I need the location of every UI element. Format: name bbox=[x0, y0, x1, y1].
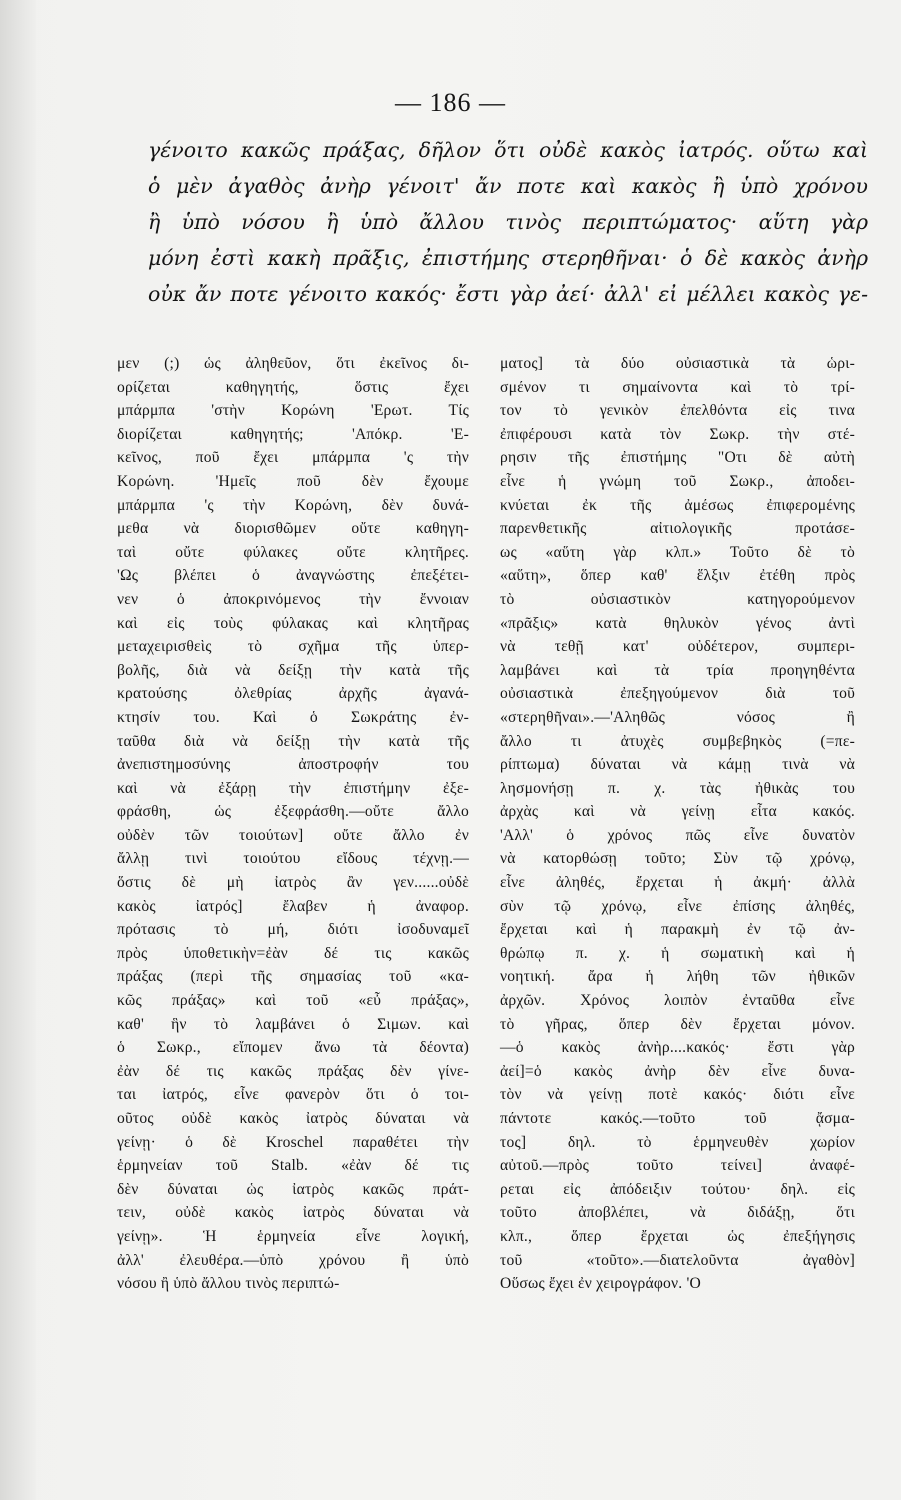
commentary-line: ταὶ οὔτε φύλακες οὔτε κλητῆρες. bbox=[117, 543, 469, 561]
commentary-line: ἀνεπιστημοσύνης ἀποστροφήν του bbox=[117, 756, 469, 774]
commentary-line: γείνῃ· ὁ δὲ Kroschel παραθέτει τὴν bbox=[117, 1133, 469, 1151]
commentary-line: ἀρχὰς καὶ νὰ γείνῃ εἶτα κακός. bbox=[500, 803, 855, 821]
commentary-line: νόσου ἢ ὑπὸ ἄλλου τινὸς περιπτώ- bbox=[117, 1275, 340, 1293]
commentary-line: ἄλλῃ τινὶ τοιούτου εἴδους τέχνῃ.— bbox=[117, 850, 469, 868]
commentary-line: ρίπτωμα) δύναται νὰ κάμῃ τινὰ νὰ bbox=[500, 756, 855, 774]
commentary-line: τος] δηλ. τὸ ἑρμηνευθὲν χωρίον bbox=[500, 1133, 855, 1151]
commentary-line: δὲν δύναται ὡς ἰατρὸς κακῶς πράτ- bbox=[117, 1180, 469, 1198]
commentary-line: αὐτοῦ.—πρὸς τοῦτο τείνει] ἀναφέ- bbox=[500, 1157, 855, 1175]
commentary-line: ὅστις δὲ μὴ ἰατρὸς ἂν γεν......οὐδὲ bbox=[117, 874, 469, 892]
commentary-line: ἀεί]=ὁ κακὸς ἀνὴρ δὲν εἶνε δυνα- bbox=[500, 1062, 855, 1080]
commentary-line: ἔρχεται καὶ ἡ παρακμὴ ἐν τῷ ἀν- bbox=[500, 921, 855, 939]
main-text-line: ὁ μὲν ἀγαθὸς ἀνὴρ γένοιτ' ἄν ποτε καὶ κακὸς ἢ ὑπὸ χρόνου bbox=[148, 174, 868, 198]
commentary-line: πρότασις τὸ μή, διότι ἰσοδυναμεῖ bbox=[117, 921, 469, 939]
commentary-line: πράξας (περὶ τῆς σημασίας τοῦ «κα- bbox=[117, 968, 469, 986]
commentary-line: θρώπῳ π. χ. ἡ σωματικὴ καὶ ἡ bbox=[500, 944, 855, 962]
commentary-line: πρὸς ὑποθετικὴν=ἐὰν δέ τις κακῶς bbox=[117, 944, 469, 962]
main-text-line: γένοιτο κακῶς πράξας, δῆλον ὅτι οὐδὲ κακὸς ἰατρός. οὕτω καὶ bbox=[148, 138, 868, 162]
commentary-line: —ὁ κακὸς ἀνὴρ....κακός· ἔστι γὰρ bbox=[500, 1039, 855, 1057]
commentary-line: τὸν νὰ γείνῃ ποτὲ κακός· διότι εἶνε bbox=[500, 1086, 855, 1104]
page-gutter-shadow bbox=[0, 0, 36, 1500]
commentary-line: εἶνε ἀληθές, ἔρχεται ἡ ἀκμή· ἀλλὰ bbox=[500, 874, 855, 892]
page-number: — 186 — bbox=[395, 88, 506, 117]
commentary-line: νεν ὁ ἀποκρινόμενος τὴν ἔννοιαν bbox=[117, 590, 469, 608]
commentary-line: πάντοτε κακός.—τοῦτο τοῦ ᾄσμα- bbox=[500, 1110, 855, 1127]
commentary-line: Κορώνη. 'Ημεῖς ποῦ δὲν ἔχουμε bbox=[117, 472, 469, 490]
commentary-line: ταῦθα διὰ νὰ δείξῃ τὴν κατὰ τῆς bbox=[117, 732, 469, 750]
commentary-line: εἶνε ἡ γνώμη τοῦ Σωκρ., ἀποδει- bbox=[500, 472, 855, 490]
commentary-line: κτησίν του. Καὶ ὁ Σωκράτης ἐν- bbox=[117, 708, 469, 726]
commentary-line: «αὕτη», ὅπερ καθ' ἕλξιν ἐτέθη πρὸς bbox=[500, 567, 855, 585]
commentary-line: τον τὸ γενικὸν ἐπελθόντα εἰς τινα bbox=[500, 402, 855, 420]
commentary-line: τοῦτο ἀποβλέπει, νὰ διδάξῃ, ὅτι bbox=[500, 1204, 855, 1222]
commentary-line: οὐσιαστικὰ ἐπεξηγούμενον διὰ τοῦ bbox=[500, 685, 855, 703]
commentary-line: κακὸς ἰατρός] ἔλαβεν ἡ ἀναφορ. bbox=[117, 897, 469, 915]
commentary-line: ως «αὕτη γὰρ κλπ.» Τοῦτο δὲ τὸ bbox=[500, 543, 855, 561]
main-greek-text bbox=[148, 132, 868, 312]
commentary-line: τὸ γῆρας, ὅπερ δὲν ἔρχεται μόνον. bbox=[500, 1015, 855, 1033]
commentary-line: κῶς πράξας» καὶ τοῦ «εὖ πράξας», bbox=[117, 992, 469, 1010]
commentary-line: φράσθη, ὡς ἐξεφράσθη.—οὔτε ἄλλο bbox=[117, 803, 469, 821]
commentary-line: ἄλλο τι ἀτυχὲς συμβεβηκὸς (=πε- bbox=[500, 732, 855, 750]
commentary-line: τὸ οὐσιαστικὸν κατηγορούμενον bbox=[500, 590, 855, 608]
commentary-line: 'Ως βλέπει ὁ ἀναγνώστης ἐπεξέτει- bbox=[117, 567, 469, 585]
commentary-line: ἐπιφέρουσι κατὰ τὸν Σωκρ. τὴν στέ- bbox=[500, 425, 855, 443]
commentary-line: σὺν τῷ χρόνῳ, εἶνε ἐπίσης ἀληθές, bbox=[500, 897, 855, 915]
commentary-line: ἐὰν δέ τις κακῶς πράξας δὲν γίνε- bbox=[117, 1062, 469, 1080]
commentary-line: μπάρμπα 'ς τὴν Κορώνη, δὲν δυνά- bbox=[117, 496, 469, 514]
commentary-line: ματος] τὰ δύο οὐσιαστικὰ τὰ ὡρι- bbox=[500, 355, 855, 372]
commentary-right-column bbox=[500, 352, 855, 1296]
commentary-line: κεῖνος, ποῦ ἔχει μπάρμπα 'ς τὴν bbox=[117, 449, 469, 467]
commentary-line: νὰ κατορθώσῃ τοῦτο; Σὺν τῷ χρόνῳ, bbox=[500, 850, 855, 868]
main-text-line: μόνη ἐστὶ κακὴ πρᾶξις, ἐπιστήμης στερηθῆναι· ὁ δὲ κακὸς ἀνὴρ bbox=[148, 246, 868, 270]
commentary-line: κρατούσης ὀλεθρίας ἀρχῆς ἀγανά- bbox=[117, 685, 469, 703]
commentary-line: οῦτος οὐδὲ κακὸς ἰατρὸς δύναται νὰ bbox=[117, 1110, 469, 1127]
commentary-line: μπάρμπα 'στὴν Κορώνη 'Ερωτ. Τίς bbox=[117, 402, 469, 420]
commentary-line: ορίζεται καθηγητής, ὅστις ἔχει bbox=[117, 378, 469, 396]
commentary-line: νοητική. ἄρα ἡ λήθη τῶν ἠθικῶν bbox=[500, 968, 855, 986]
commentary-line: κνύεται ἐκ τῆς ἀμέσως ἐπιφερομένης bbox=[500, 496, 855, 514]
commentary-line: ἑρμηνείαν τοῦ Stalb. «ἐὰν δέ τις bbox=[117, 1157, 469, 1175]
commentary-line: 'Αλλ' ὁ χρόνος πῶς εἶνε δυνατὸν bbox=[500, 826, 855, 844]
commentary-line: σμένον τι σημαίνοντα καὶ τὸ τρί- bbox=[500, 378, 855, 396]
commentary-line: ἀλλ' ἐλευθέρα.—ὑπὸ χρόνου ἢ ὑπὸ bbox=[117, 1251, 469, 1269]
commentary-line: ἀρχῶν. Χρόνος λοιπὸν ἐνταῦθα εἶνε bbox=[500, 992, 855, 1010]
commentary-line: τειν, οὐδὲ κακὸς ἰατρὸς δύναται νὰ bbox=[117, 1204, 469, 1222]
commentary-line: διορίζεται καθηγητής; 'Απόκρ. 'Ε- bbox=[117, 425, 469, 443]
main-text-line: ἢ ὑπὸ νόσου ἢ ὑπὸ ἄλλου τινὸς περιπτώματος· αὕτη γὰρ bbox=[148, 210, 868, 234]
commentary-line: λαμβάνει καὶ τὰ τρία προηγηθέντα bbox=[500, 661, 855, 679]
commentary-line: ρησιν τῆς ἐπιστήμης "Οτι δὲ αὐτὴ bbox=[500, 449, 855, 467]
commentary-line: νὰ τεθῇ κατ' οὐδέτερον, συμπερι- bbox=[500, 638, 855, 656]
commentary-line: «στερηθῆναι».—'Αληθῶς νόσος ἢ bbox=[500, 708, 855, 726]
commentary-line: ὁ Σωκρ., εἴπομεν ἄνω τὰ δέοντα) bbox=[117, 1039, 469, 1057]
commentary-line: ται ἰατρός, εἶνε φανερὸν ὅτι ὁ τοι- bbox=[117, 1086, 469, 1104]
commentary-line: καθ' ἣν τὸ λαμβάνει ὁ Σιμων. καὶ bbox=[117, 1015, 469, 1033]
commentary-line: Οὕσως ἔχει ἐν χειρογράφον. 'Ο bbox=[500, 1275, 701, 1293]
commentary-line: τοῦ «τοῦτο».—διατελοῦντα ἀγαθὸν] bbox=[500, 1251, 855, 1269]
commentary-left-column bbox=[117, 352, 469, 1296]
commentary-line: μεταχειρισθεὶς τὸ σχῆμα τῆς ὑπερ- bbox=[117, 638, 469, 656]
commentary-line: παρενθετικῆς αἰτιολογικῆς προτάσε- bbox=[500, 520, 855, 538]
main-text-line: οὐκ ἄν ποτε γένοιτο κακός· ἔστι γὰρ ἀεί· ἀλλ' εἰ μέλλει κακὸς γε- bbox=[148, 282, 868, 306]
commentary-line: «πρᾶξις» κατὰ θηλυκὸν γένος ἀντὶ bbox=[500, 614, 855, 632]
commentary-line: γείνῃ». Ἡ ἑρμηνεία εἶνε λογική, bbox=[117, 1227, 469, 1245]
commentary-line: βολῆς, διὰ νὰ δείξῃ τὴν κατὰ τῆς bbox=[117, 661, 469, 679]
commentary-line: καὶ εἰς τοὺς φύλακας καὶ κλητῆρας bbox=[117, 614, 469, 632]
commentary-line: μεν (;) ὡς ἀληθεῦον, ὅτι ἐκεῖνος δι- bbox=[117, 355, 469, 372]
commentary-line: καὶ νὰ ἐξάρῃ τὴν ἐπιστήμην ἐξε- bbox=[117, 779, 469, 797]
commentary-line: οὐδὲν τῶν τοιούτων] οὔτε ἄλλο ἐν bbox=[117, 826, 469, 844]
commentary-line: λησμονήσῃ π. χ. τὰς ἠθικὰς του bbox=[500, 779, 855, 797]
commentary-line: ρεται εἰς ἀπόδειξιν τούτου· δηλ. εἰς bbox=[500, 1180, 855, 1198]
commentary-line: κλπ., ὅπερ ἔρχεται ὡς ἐπεξήγησις bbox=[500, 1227, 855, 1245]
commentary-line: μεθα νὰ διορισθῶμεν οὔτε καθηγη- bbox=[117, 520, 469, 538]
